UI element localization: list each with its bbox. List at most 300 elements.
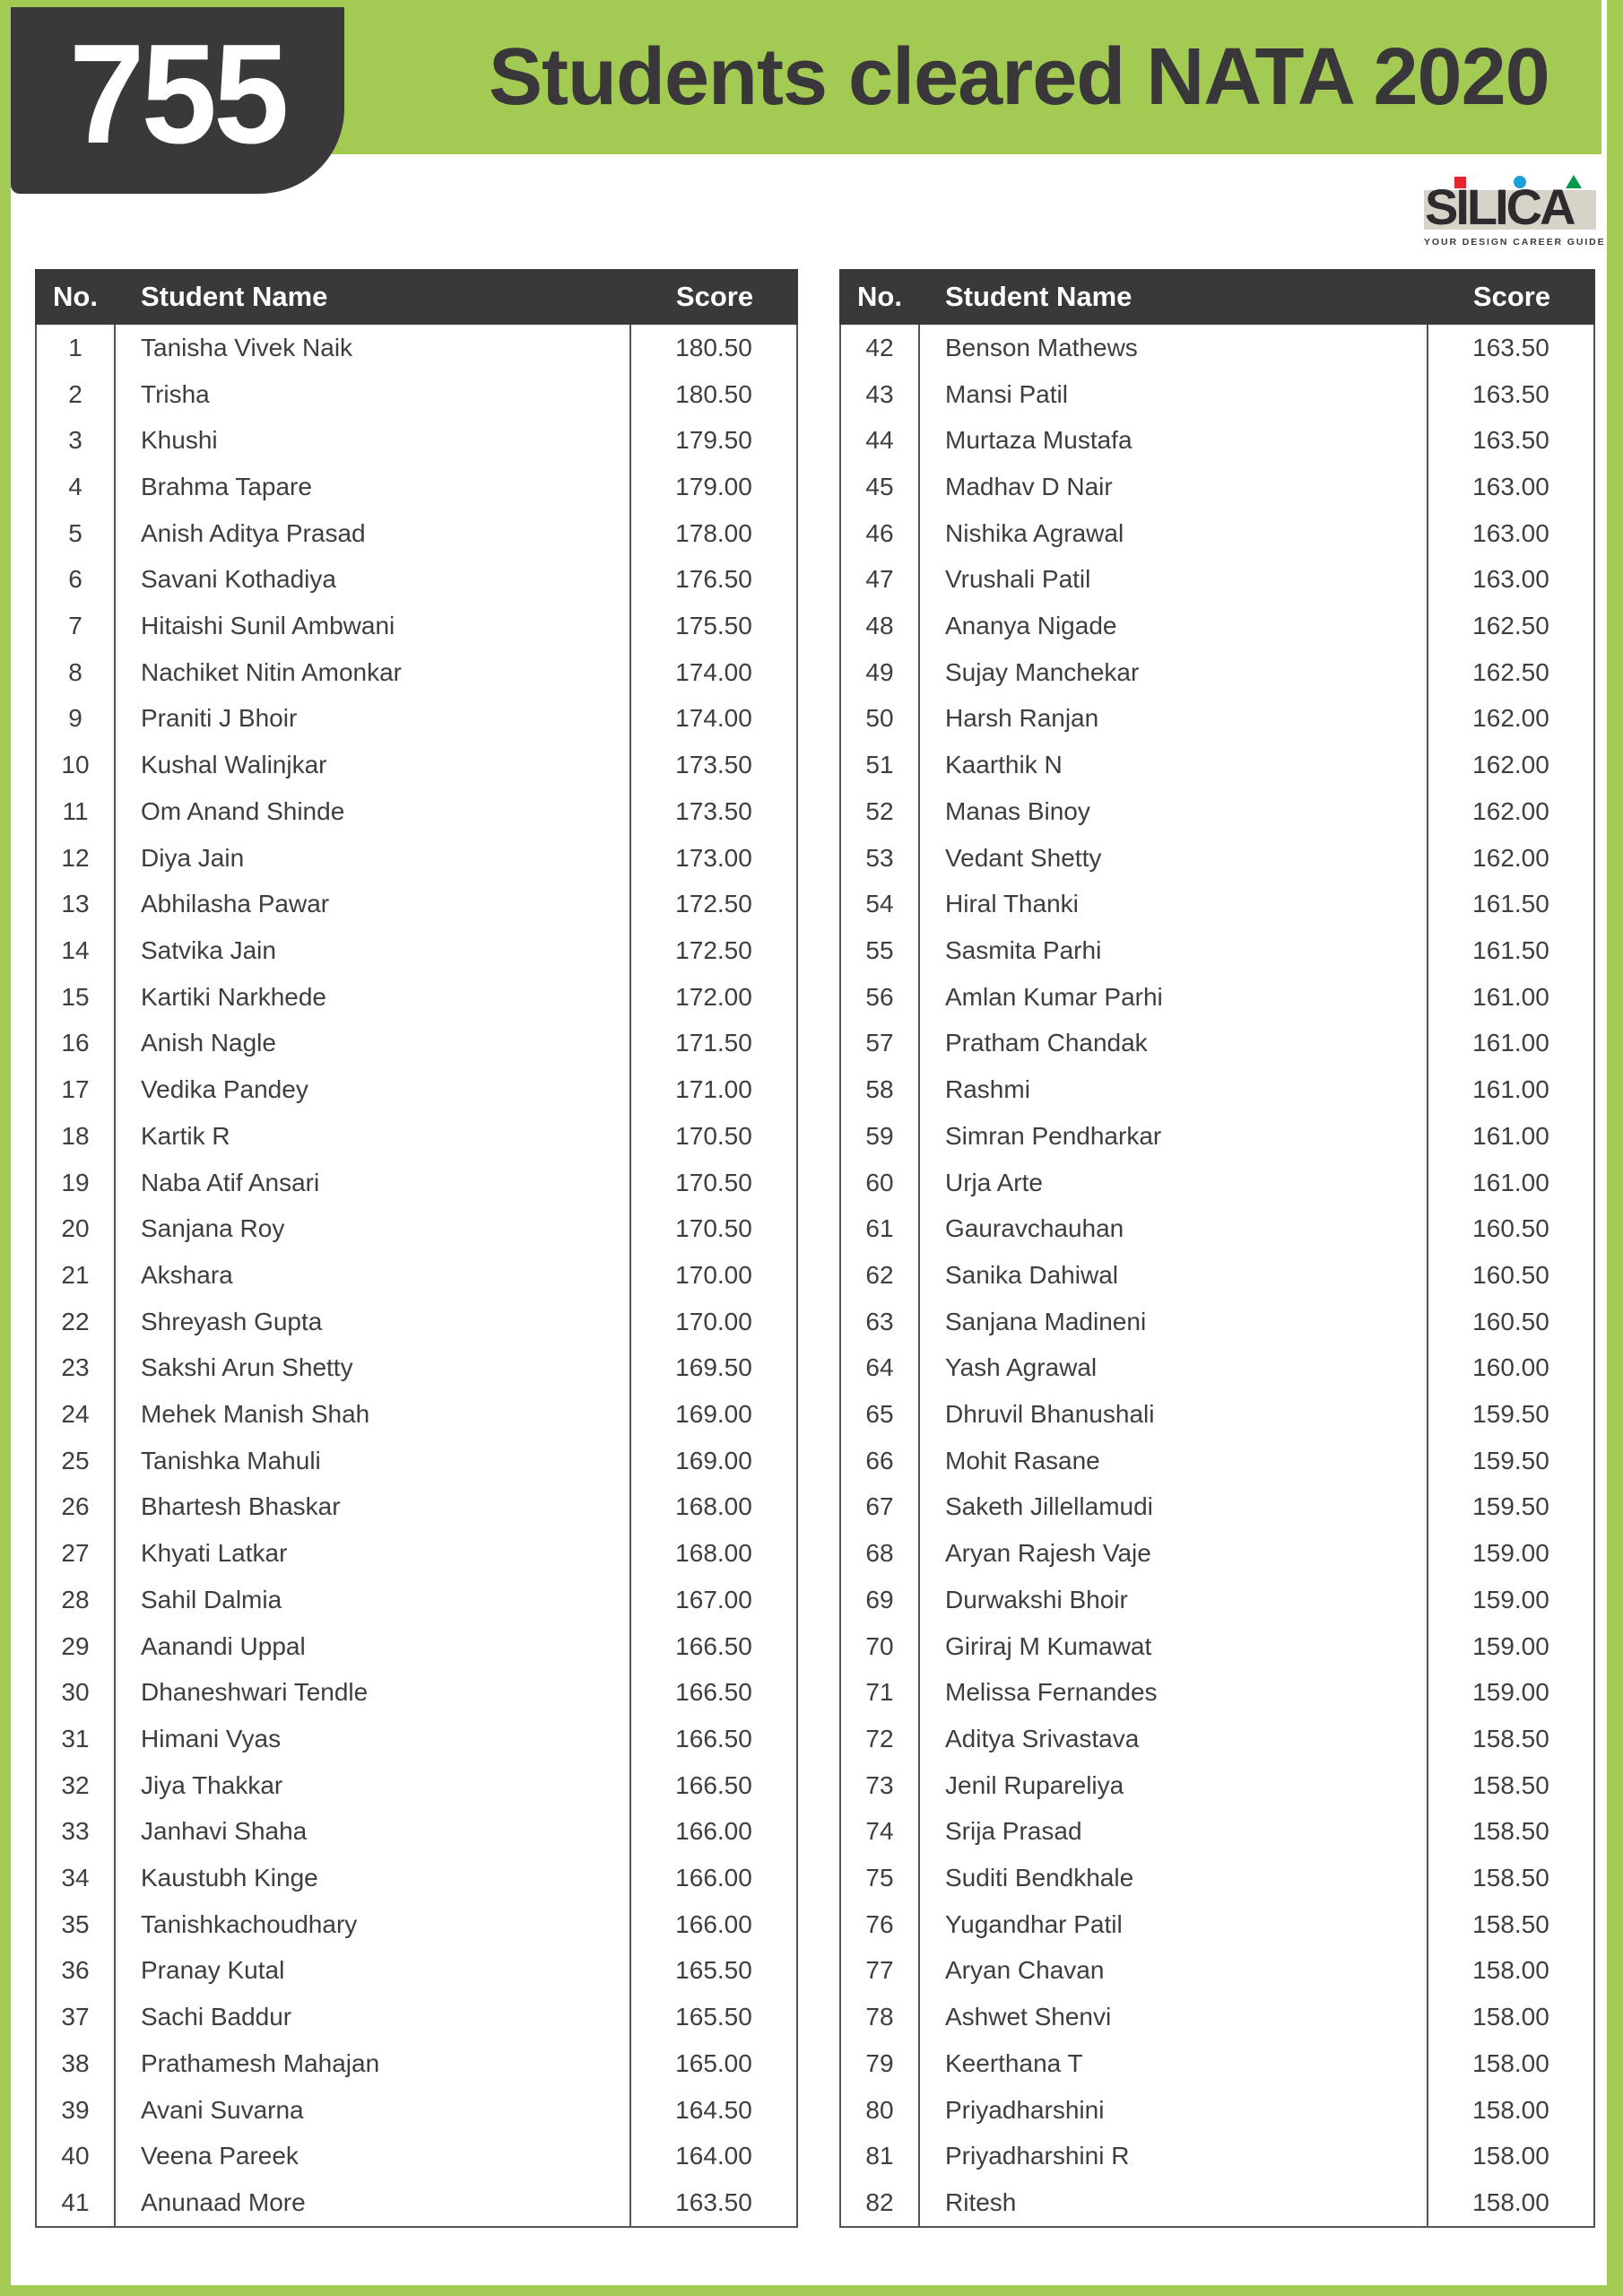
- student-score: 162.00: [1472, 796, 1549, 825]
- table-row: [37, 1623, 796, 1670]
- student-name: Kartiki Narkhede: [116, 974, 631, 1021]
- table-row: [841, 325, 1593, 371]
- table-row: [37, 1901, 796, 1948]
- table-row: [841, 464, 1593, 510]
- row-number: 36: [37, 1948, 116, 1995]
- student-score: 163.00: [1472, 565, 1549, 594]
- student-score: 168.00: [675, 1539, 752, 1568]
- student-score: 166.00: [675, 1864, 752, 1892]
- student-name: Ashwet Shenvi: [920, 1994, 1428, 2040]
- student-score: 158.00: [1472, 2187, 1549, 2216]
- student-score: 162.00: [1472, 751, 1549, 779]
- row-number: 5: [37, 510, 116, 557]
- student-name: Satvika Jain: [116, 927, 631, 974]
- student-score: 158.50: [1472, 1864, 1549, 1892]
- row-number: 61: [841, 1205, 920, 1252]
- table-row: [841, 1901, 1593, 1948]
- table-row: [37, 1484, 796, 1531]
- table-header: [839, 269, 1595, 325]
- row-number: 15: [37, 974, 116, 1021]
- table-row: [841, 1113, 1593, 1160]
- student-score: 170.50: [675, 1214, 752, 1243]
- row-number: 49: [841, 649, 920, 696]
- student-score: 164.50: [675, 2095, 752, 2124]
- student-score: 162.00: [1472, 704, 1549, 733]
- table-row: [37, 742, 796, 788]
- table-row: [841, 649, 1593, 696]
- row-number: 57: [841, 1021, 920, 1067]
- student-score: 164.00: [675, 2142, 752, 2170]
- student-name: Praniti J Bhoir: [116, 696, 631, 743]
- student-name: Manas Binoy: [920, 788, 1428, 835]
- student-name: Sasmita Parhi: [920, 927, 1428, 974]
- row-number: 80: [841, 2087, 920, 2134]
- student-score: 176.50: [675, 565, 752, 594]
- table-row: [37, 1762, 796, 1809]
- student-score: 158.50: [1472, 1770, 1549, 1799]
- student-name: Sakshi Arun Shetty: [116, 1344, 631, 1391]
- table-row: [37, 1438, 796, 1484]
- student-score: 158.00: [1472, 2142, 1549, 2170]
- student-score: 163.50: [1472, 426, 1549, 455]
- row-number: 11: [37, 788, 116, 835]
- row-number: 44: [841, 417, 920, 464]
- table-body: [839, 325, 1595, 2228]
- student-score: 165.00: [675, 2048, 752, 2077]
- row-number: 58: [841, 1066, 920, 1113]
- table-row: [37, 2087, 796, 2134]
- logo-wordmark: SILICA: [1425, 178, 1574, 235]
- table-row: [841, 1762, 1593, 1809]
- student-score: 175.50: [675, 612, 752, 640]
- student-name: Saketh Jillellamudi: [920, 1484, 1428, 1531]
- silica-logo-box: [1424, 178, 1596, 235]
- row-number: 60: [841, 1160, 920, 1206]
- table-row: [37, 1205, 796, 1252]
- row-number: 12: [37, 835, 116, 882]
- row-number: 31: [37, 1716, 116, 1762]
- student-score: 158.50: [1472, 1724, 1549, 1752]
- page-border-left: [0, 0, 11, 2296]
- student-name: Sujay Manchekar: [920, 649, 1428, 696]
- student-score: 159.50: [1472, 1400, 1549, 1429]
- row-number: 66: [841, 1438, 920, 1484]
- student-name: Rashmi: [920, 1066, 1428, 1113]
- row-number: 51: [841, 742, 920, 788]
- row-number: 10: [37, 742, 116, 788]
- table-row: [37, 881, 796, 927]
- student-score: 172.00: [675, 982, 752, 1011]
- student-name: Madhav D Nair: [920, 464, 1428, 510]
- table-row: [37, 1809, 796, 1856]
- table-row: [841, 2179, 1593, 2226]
- student-name: Jenil Rupareliya: [920, 1762, 1428, 1809]
- table-row: [841, 1021, 1593, 1067]
- student-score: 162.50: [1472, 612, 1549, 640]
- student-score: 166.50: [675, 1724, 752, 1752]
- student-score: 162.00: [1472, 843, 1549, 872]
- student-name: Durwakshi Bhoir: [920, 1577, 1428, 1623]
- student-score: 173.50: [675, 796, 752, 825]
- column-header-name: Student Name: [141, 281, 328, 312]
- row-number: 35: [37, 1901, 116, 1948]
- row-number: 62: [841, 1252, 920, 1299]
- results-table-left: [35, 269, 798, 2228]
- table-row: [37, 1113, 796, 1160]
- student-score: 180.50: [675, 333, 752, 361]
- student-score: 170.00: [675, 1260, 752, 1289]
- student-score: 168.00: [675, 1492, 752, 1521]
- student-name: Mohit Rasane: [920, 1438, 1428, 1484]
- results-table-right: [839, 269, 1595, 2228]
- student-score: 166.50: [675, 1631, 752, 1660]
- table-row: [841, 1205, 1593, 1252]
- table-row: [841, 835, 1593, 882]
- student-name: Savani Kothadiya: [116, 557, 631, 604]
- student-name: Srija Prasad: [920, 1809, 1428, 1856]
- row-number: 64: [841, 1344, 920, 1391]
- table-body: [35, 325, 798, 2228]
- student-name: Veena Pareek: [116, 2133, 631, 2179]
- table-row: [37, 649, 796, 696]
- table-row: [841, 1160, 1593, 1206]
- row-number: 82: [841, 2179, 920, 2226]
- table-row: [841, 1252, 1593, 1299]
- table-row: [841, 510, 1593, 557]
- row-number: 54: [841, 881, 920, 927]
- student-name: Simran Pendharkar: [920, 1113, 1428, 1160]
- student-name: Anunaad More: [116, 2179, 631, 2226]
- row-number: 55: [841, 927, 920, 974]
- student-score: 161.00: [1472, 1029, 1549, 1057]
- student-name: Mansi Patil: [920, 371, 1428, 418]
- student-name: Dhaneshwari Tendle: [116, 1669, 631, 1716]
- page-border-right: [1607, 0, 1623, 2296]
- student-score: 158.00: [1472, 2003, 1549, 2031]
- student-name: Amlan Kumar Parhi: [920, 974, 1428, 1021]
- student-name: Trisha: [116, 371, 631, 418]
- student-score: 174.00: [675, 657, 752, 686]
- row-number: 40: [37, 2133, 116, 2179]
- table-row: [37, 417, 796, 464]
- student-score: 171.00: [675, 1075, 752, 1104]
- row-number: 29: [37, 1623, 116, 1670]
- row-number: 39: [37, 2087, 116, 2134]
- student-name: Melissa Fernandes: [920, 1669, 1428, 1716]
- student-name: Anish Aditya Prasad: [116, 510, 631, 557]
- student-name: Hitaishi Sunil Ambwani: [116, 603, 631, 649]
- student-name: Diya Jain: [116, 835, 631, 882]
- row-number: 21: [37, 1252, 116, 1299]
- column-header-no: No.: [53, 281, 98, 312]
- row-number: 52: [841, 788, 920, 835]
- student-score: 161.50: [1472, 890, 1549, 918]
- student-name: Akshara: [116, 1252, 631, 1299]
- table-row: [37, 1344, 796, 1391]
- student-name: Sahil Dalmia: [116, 1577, 631, 1623]
- row-number: 70: [841, 1623, 920, 1670]
- table-row: [37, 1994, 796, 2040]
- student-name: Ananya Nigade: [920, 603, 1428, 649]
- student-name: Dhruvil Bhanushali: [920, 1391, 1428, 1438]
- student-name: Giriraj M Kumawat: [920, 1623, 1428, 1670]
- row-number: 3: [37, 417, 116, 464]
- student-name: Aanandi Uppal: [116, 1623, 631, 1670]
- row-number: 75: [841, 1855, 920, 1901]
- table-row: [841, 2040, 1593, 2087]
- student-score: 166.50: [675, 1678, 752, 1707]
- table-row: [37, 835, 796, 882]
- student-score: 178.00: [675, 518, 752, 547]
- student-score: 161.00: [1472, 1168, 1549, 1196]
- count-badge-number: 755: [69, 15, 286, 173]
- student-name: Aditya Srivastava: [920, 1716, 1428, 1762]
- row-number: 28: [37, 1577, 116, 1623]
- row-number: 76: [841, 1901, 920, 1948]
- student-name: Suditi Bendkhale: [920, 1855, 1428, 1901]
- student-name: Aryan Chavan: [920, 1948, 1428, 1995]
- row-number: 45: [841, 464, 920, 510]
- table-row: [37, 1160, 796, 1206]
- table-row: [37, 603, 796, 649]
- student-score: 159.00: [1472, 1585, 1549, 1613]
- student-score: 159.00: [1472, 1539, 1549, 1568]
- student-name: Keerthana T: [920, 2040, 1428, 2087]
- table-row: [841, 1948, 1593, 1995]
- table-row: [841, 1438, 1593, 1484]
- row-number: 63: [841, 1299, 920, 1345]
- row-number: 46: [841, 510, 920, 557]
- count-badge: [11, 7, 344, 194]
- table-row: [841, 557, 1593, 604]
- row-number: 79: [841, 2040, 920, 2087]
- table-row: [37, 788, 796, 835]
- table-row: [841, 974, 1593, 1021]
- row-number: 13: [37, 881, 116, 927]
- student-score: 161.00: [1472, 1075, 1549, 1104]
- student-name: Priyadharshini R: [920, 2133, 1428, 2179]
- row-number: 30: [37, 1669, 116, 1716]
- student-score: 172.50: [675, 935, 752, 964]
- student-name: Kaustubh Kinge: [116, 1855, 631, 1901]
- student-score: 158.00: [1472, 2048, 1549, 2077]
- student-name: Sanika Dahiwal: [920, 1252, 1428, 1299]
- student-name: Tanishka Mahuli: [116, 1438, 631, 1484]
- row-number: 81: [841, 2133, 920, 2179]
- row-number: 59: [841, 1113, 920, 1160]
- student-score: 159.00: [1472, 1678, 1549, 1707]
- table-row: [37, 927, 796, 974]
- row-number: 73: [841, 1762, 920, 1809]
- row-number: 33: [37, 1809, 116, 1856]
- row-number: 7: [37, 603, 116, 649]
- table-row: [37, 510, 796, 557]
- student-score: 169.00: [675, 1400, 752, 1429]
- student-score: 162.50: [1472, 657, 1549, 686]
- student-score: 170.50: [675, 1168, 752, 1196]
- student-score: 160.00: [1472, 1353, 1549, 1382]
- table-row: [841, 2133, 1593, 2179]
- student-score: 163.00: [1472, 518, 1549, 547]
- row-number: 20: [37, 1205, 116, 1252]
- table-row: [37, 1948, 796, 1995]
- student-name: Himani Vyas: [116, 1716, 631, 1762]
- row-number: 47: [841, 557, 920, 604]
- row-number: 6: [37, 557, 116, 604]
- row-number: 25: [37, 1438, 116, 1484]
- student-score: 163.50: [1472, 379, 1549, 408]
- table-row: [37, 1716, 796, 1762]
- student-score: 161.00: [1472, 1121, 1549, 1150]
- table-row: [841, 1299, 1593, 1345]
- row-number: 43: [841, 371, 920, 418]
- row-number: 67: [841, 1484, 920, 1531]
- table-row: [841, 1484, 1593, 1531]
- table-row: [841, 742, 1593, 788]
- table-row: [37, 1066, 796, 1113]
- row-number: 34: [37, 1855, 116, 1901]
- student-score: 158.50: [1472, 1909, 1549, 1938]
- student-name: Nishika Agrawal: [920, 510, 1428, 557]
- student-name: Sanjana Madineni: [920, 1299, 1428, 1345]
- table-row: [841, 1530, 1593, 1577]
- student-score: 165.50: [675, 2003, 752, 2031]
- student-name: Benson Mathews: [920, 325, 1428, 371]
- row-number: 48: [841, 603, 920, 649]
- student-score: 169.00: [675, 1446, 752, 1474]
- row-number: 69: [841, 1577, 920, 1623]
- student-score: 173.00: [675, 843, 752, 872]
- silica-logo: [1424, 170, 1606, 248]
- row-number: 24: [37, 1391, 116, 1438]
- student-name: Jiya Thakkar: [116, 1762, 631, 1809]
- student-name: Abhilasha Pawar: [116, 881, 631, 927]
- student-score: 165.50: [675, 1956, 752, 1985]
- table-row: [37, 974, 796, 1021]
- student-score: 158.00: [1472, 1956, 1549, 1985]
- row-number: 37: [37, 1994, 116, 2040]
- table-row: [37, 371, 796, 418]
- student-score: 179.00: [675, 472, 752, 500]
- student-name: Harsh Ranjan: [920, 696, 1428, 743]
- student-name: Murtaza Mustafa: [920, 417, 1428, 464]
- column-header-score: Score: [675, 281, 754, 312]
- student-name: Yugandhar Patil: [920, 1901, 1428, 1948]
- student-score: 163.50: [1472, 333, 1549, 361]
- student-name: Priyadharshini: [920, 2087, 1428, 2134]
- table-row: [841, 1066, 1593, 1113]
- student-name: Tanisha Vivek Naik: [116, 325, 631, 371]
- student-name: Brahma Tapare: [116, 464, 631, 510]
- table-row: [841, 1577, 1593, 1623]
- student-name: Naba Atif Ansari: [116, 1160, 631, 1206]
- row-number: 8: [37, 649, 116, 696]
- student-score: 160.50: [1472, 1214, 1549, 1243]
- logo-tagline: YOUR DESIGN CAREER GUIDE: [1424, 237, 1606, 248]
- row-number: 32: [37, 1762, 116, 1809]
- table-row: [37, 1252, 796, 1299]
- table-row: [37, 696, 796, 743]
- table-row: [37, 464, 796, 510]
- row-number: 4: [37, 464, 116, 510]
- table-row: [841, 788, 1593, 835]
- student-score: 161.00: [1472, 982, 1549, 1011]
- student-score: 174.00: [675, 704, 752, 733]
- table-row: [841, 1669, 1593, 1716]
- student-score: 166.00: [675, 1817, 752, 1846]
- table-row: [841, 1855, 1593, 1901]
- table-row: [841, 603, 1593, 649]
- row-number: 77: [841, 1948, 920, 1995]
- student-score: 163.50: [675, 2187, 752, 2216]
- table-row: [841, 881, 1593, 927]
- row-number: 1: [37, 325, 116, 371]
- student-name: Pratham Chandak: [920, 1021, 1428, 1067]
- row-number: 38: [37, 2040, 116, 2087]
- row-number: 2: [37, 371, 116, 418]
- student-name: Yash Agrawal: [920, 1344, 1428, 1391]
- table-row: [841, 1994, 1593, 2040]
- table-header: [35, 269, 798, 325]
- student-name: Vedika Pandey: [116, 1066, 631, 1113]
- row-number: 78: [841, 1994, 920, 2040]
- student-score: 170.50: [675, 1121, 752, 1150]
- student-name: Janhavi Shaha: [116, 1809, 631, 1856]
- student-name: Urja Arte: [920, 1160, 1428, 1206]
- page-title: Students cleared NATA 2020: [489, 32, 1549, 122]
- student-score: 173.50: [675, 751, 752, 779]
- table-row: [841, 1344, 1593, 1391]
- row-number: 74: [841, 1809, 920, 1856]
- row-number: 16: [37, 1021, 116, 1067]
- row-number: 19: [37, 1160, 116, 1206]
- student-score: 180.50: [675, 379, 752, 408]
- table-row: [37, 2179, 796, 2226]
- student-name: Avani Suvarna: [116, 2087, 631, 2134]
- table-row: [37, 2133, 796, 2179]
- table-row: [37, 1299, 796, 1345]
- student-name: Hiral Thanki: [920, 881, 1428, 927]
- table-row: [37, 1021, 796, 1067]
- student-name: Anish Nagle: [116, 1021, 631, 1067]
- student-name: Khushi: [116, 417, 631, 464]
- student-score: 158.50: [1472, 1817, 1549, 1846]
- row-number: 56: [841, 974, 920, 1021]
- student-name: Prathamesh Mahajan: [116, 2040, 631, 2087]
- student-score: 160.50: [1472, 1307, 1549, 1335]
- student-name: Om Anand Shinde: [116, 788, 631, 835]
- table-row: [841, 1809, 1593, 1856]
- student-score: 161.50: [1472, 935, 1549, 964]
- row-number: 71: [841, 1669, 920, 1716]
- row-number: 50: [841, 696, 920, 743]
- table-row: [37, 557, 796, 604]
- student-score: 160.50: [1472, 1260, 1549, 1289]
- row-number: 14: [37, 927, 116, 974]
- table-row: [841, 371, 1593, 418]
- student-name: Kartik R: [116, 1113, 631, 1160]
- student-name: Nachiket Nitin Amonkar: [116, 649, 631, 696]
- table-row: [841, 2087, 1593, 2134]
- student-score: 159.50: [1472, 1446, 1549, 1474]
- student-score: 171.50: [675, 1029, 752, 1057]
- student-score: 166.00: [675, 1909, 752, 1938]
- table-row: [37, 2040, 796, 2087]
- student-name: Mehek Manish Shah: [116, 1391, 631, 1438]
- row-number: 65: [841, 1391, 920, 1438]
- table-row: [841, 1623, 1593, 1670]
- student-name: Pranay Kutal: [116, 1948, 631, 1995]
